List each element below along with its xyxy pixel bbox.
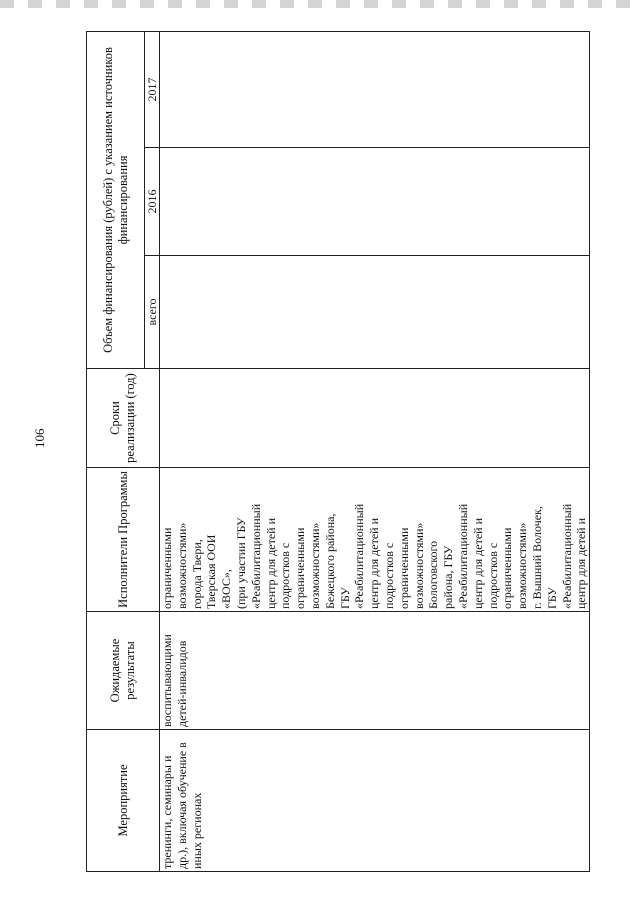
rotated-table-container (86, 32, 590, 872)
executor-line: подростков с (381, 542, 396, 609)
executor-line: возможностями» (515, 522, 530, 609)
header-year-2017: 2017 (145, 31, 160, 147)
executor-line: возможностями» (174, 522, 189, 609)
executor-line: ограниченными (160, 527, 174, 609)
executor-line: «Реабилитационный (352, 503, 367, 609)
page-number: 106 (32, 428, 47, 448)
executor-line: «ВОС», (219, 569, 234, 609)
program-activities-table (86, 31, 590, 872)
executor-line: подростков с (485, 542, 500, 609)
executor-line: района, ГБУ (441, 545, 456, 609)
executor-line: возможностями» (307, 522, 322, 609)
executor-line: Бежецкого района, (322, 513, 337, 609)
header-funding: Объем финансирования (рублей) с указанием источников финансирования (87, 31, 145, 368)
cell-activity: тренинги, семинары и др.), включая обучение в иных регионах (160, 730, 590, 872)
executor-line: ограниченными (396, 527, 411, 609)
executor-line: (при участии ГБУ (233, 517, 248, 609)
executor-line: возможностями» (411, 522, 426, 609)
executor-line: Бологовского (426, 540, 441, 609)
executor-line: центр для детей и (470, 517, 485, 609)
header-executors: Исполнители Программы (87, 468, 160, 612)
executor-line: подростков с (278, 542, 293, 609)
executor-line: ГБУ (544, 587, 559, 609)
cell-executors (160, 468, 590, 612)
executor-line: ограниченными (500, 527, 515, 609)
scan-top-edge-marks (0, 0, 640, 8)
cell-expected-results: воспитывающими детей-инвалидов (160, 612, 590, 730)
executor-line: ограниченными (293, 527, 308, 609)
executor-line: центр для детей и (367, 517, 382, 609)
executor-line: г. Вышний Волочек, (529, 506, 544, 609)
header-total: всего (145, 256, 160, 369)
executor-line: «Реабилитационный (559, 503, 574, 609)
executor-line: города Твери, (189, 539, 204, 609)
executor-line: Тверская ООИ (204, 534, 219, 609)
cell-total (160, 256, 590, 369)
executor-line: центр для детей и (263, 517, 278, 609)
cell-year-2017 (160, 31, 590, 147)
header-year-2016: 2016 (145, 148, 160, 256)
table-row (160, 31, 590, 871)
cell-implementation-terms (160, 369, 590, 468)
header-implementation-terms: Сроки реализации (год) (87, 369, 160, 468)
executor-line: ГБУ (337, 587, 352, 609)
executor-line: «Реабилитационный (248, 503, 263, 609)
cell-year-2016 (160, 148, 590, 256)
header-expected-results: Ожидаемые результаты (87, 612, 160, 730)
header-activity: Мероприятие (87, 730, 160, 872)
executor-line: «Реабилитационный (455, 503, 470, 609)
executor-line: центр для детей и (574, 517, 589, 609)
